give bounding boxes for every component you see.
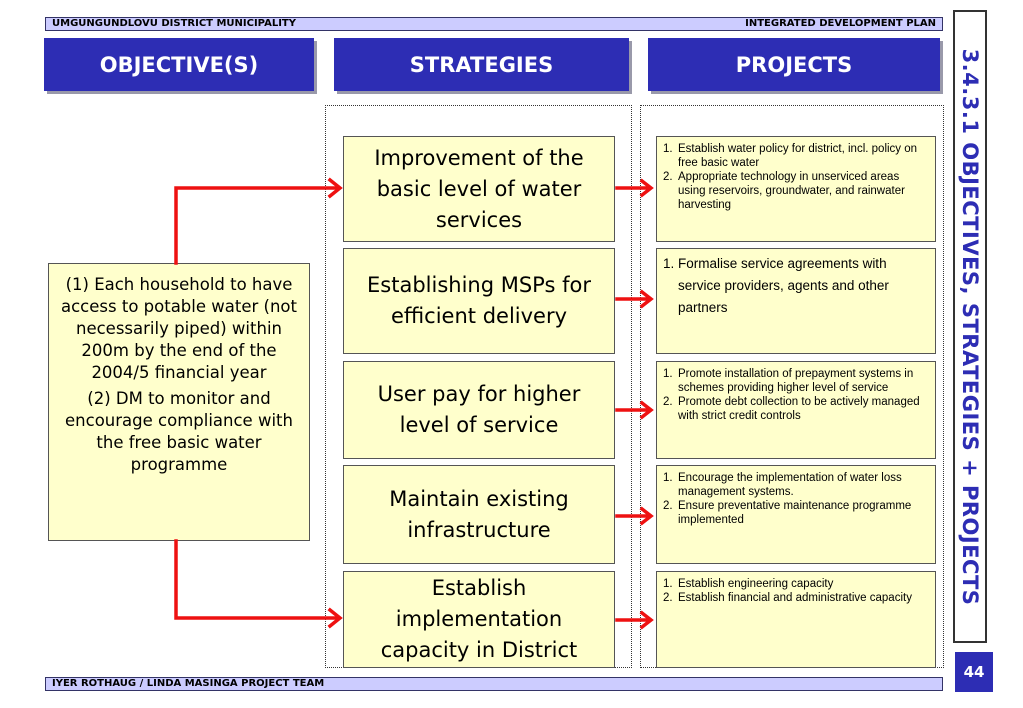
projects-box-msps (656, 248, 936, 354)
projects-box-water-services (656, 136, 936, 242)
project-item: 2. Appropriate technology in unserviced areas using reservoirs, groundwater, and rainwater harvesting (663, 171, 905, 211)
strategy-box-user-pay: User pay for higher level of service (343, 361, 615, 459)
objective-to-strategy-5-connector (176, 541, 338, 618)
header-bar (45, 17, 943, 31)
project-item: 2. Promote debt collection to be actively managed with strict credit controls (663, 396, 920, 422)
objective-box (48, 263, 310, 541)
project-item: 2. Establish financial and administrative capacity (663, 592, 912, 604)
page-number: 44 (955, 652, 993, 692)
column-heading-strategies: STRATEGIES (334, 38, 629, 91)
section-title: 3.4.3.1 OBJECTIVES, STRATEGIES + PROJECTS (958, 48, 982, 605)
section-title-sidebar (953, 10, 987, 643)
column-heading-objectives: OBJECTIVE(S) (44, 38, 314, 91)
objective-to-strategy-1-connector (176, 188, 338, 263)
header-municipality: UMGUNGUNDLOVU DISTRICT MUNICIPALITY (52, 18, 296, 29)
strategy-box-maintain-infrastructure: Maintain existing infrastructure (343, 465, 615, 564)
project-item: 1. Establish water policy for district, incl. policy on free basic water (663, 143, 918, 169)
project-item: 1. Establish engineering capacity (663, 578, 834, 590)
footer-bar (45, 677, 943, 691)
strategy-box-water-services: Improvement of the basic level of water services (343, 136, 615, 242)
strategy-box-msps: Establishing MSPs for efficient delivery (343, 248, 615, 354)
column-heading-projects: PROJECTS (648, 38, 940, 91)
projects-box-user-pay (656, 361, 936, 459)
project-item: 1. Formalise service agreements with service providers, agents and other partners (663, 256, 889, 315)
project-item: 1. Promote installation of prepayment systems in schemes providing higher level of service (663, 368, 914, 394)
header-plan-title: INTEGRATED DEVELOPMENT PLAN (745, 18, 936, 29)
footer-team: IYER ROTHAUG / LINDA MASINGA PROJECT TEAM (52, 678, 325, 689)
projects-box-maintain-infrastructure (656, 465, 936, 564)
project-item: 2. Ensure preventative maintenance programme implemented (663, 500, 912, 526)
project-item: 1. Encourage the implementation of water loss management systems. (663, 472, 902, 498)
strategy-box-implementation-capacity: Establish implementation capacity in District (343, 571, 615, 668)
objective-item-1: (1) Each household to have access to potable water (not necessarily piped) within 200m by the end of the 2004/5 financial year (61, 275, 297, 382)
objective-item-2: (2) DM to monitor and encourage compliance with the free basic water programme (65, 389, 293, 474)
projects-box-implementation-capacity (656, 571, 936, 668)
